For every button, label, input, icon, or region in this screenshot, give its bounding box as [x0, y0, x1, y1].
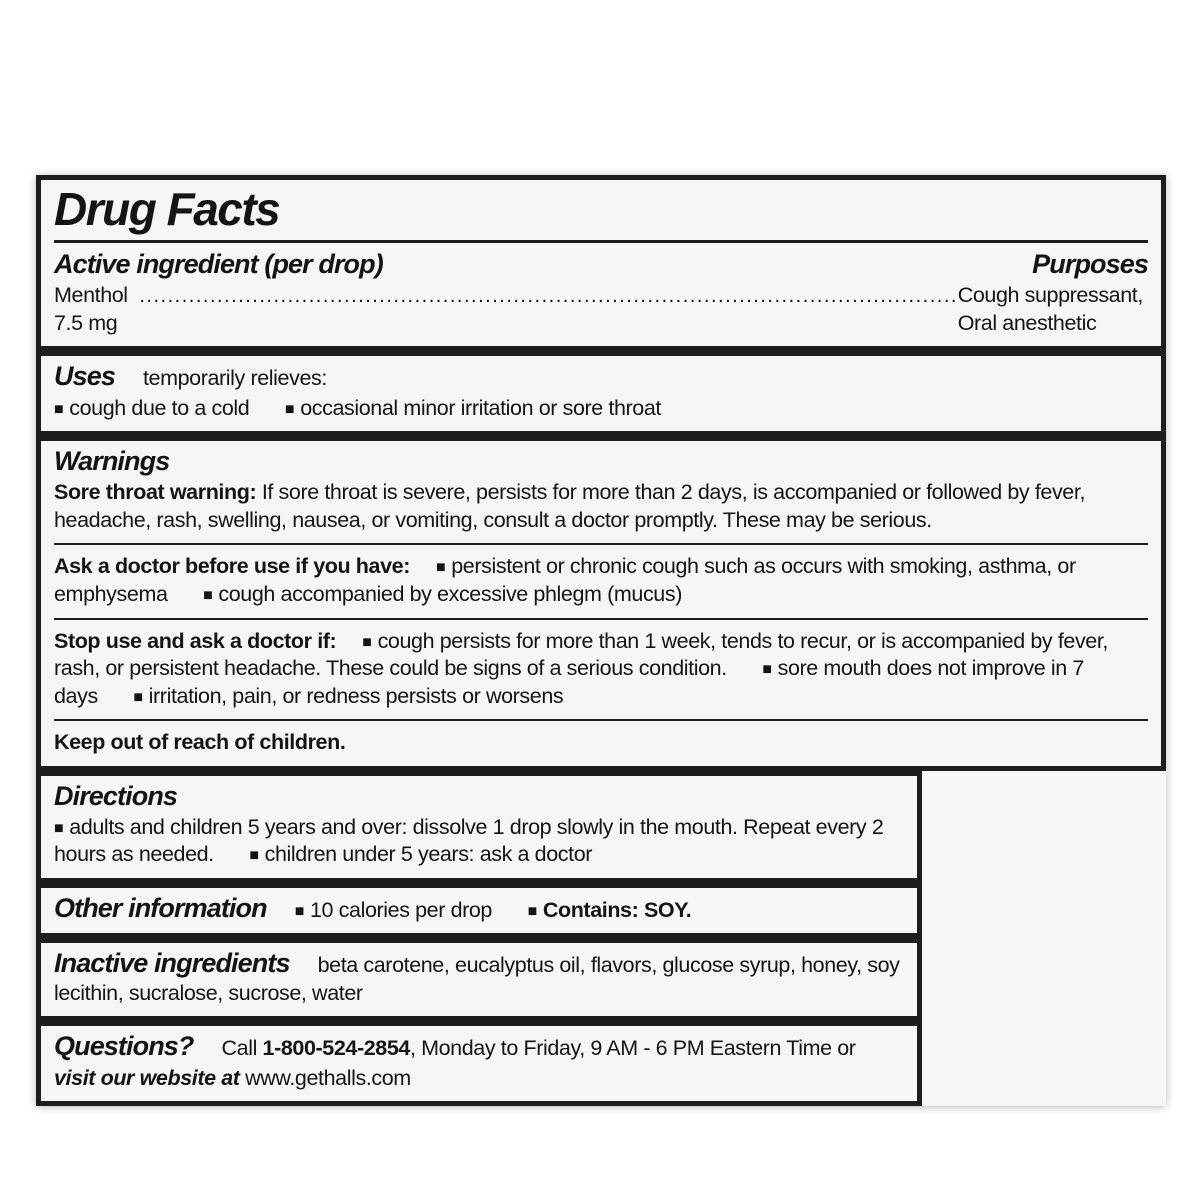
- list-item: ■ cough accompanied by excessive phlegm (mucus): [203, 582, 682, 606]
- sore-throat-warning-lead: Sore throat warning:: [54, 480, 257, 505]
- ingredient-purpose: Cough suppressant, Oral anesthetic: [957, 283, 1143, 335]
- list-item: ■ cough due to a cold: [54, 395, 250, 420]
- warnings-divider: [54, 719, 1148, 721]
- title-divider: [54, 240, 1148, 243]
- warnings-heading: Warnings: [54, 446, 170, 477]
- section-other-information: [36, 883, 922, 939]
- bullet-icon: ■: [203, 587, 213, 604]
- bullet-icon: ■: [133, 688, 143, 706]
- warnings-divider: [54, 618, 1148, 620]
- list-item: ■ persistent or chronic cough such as occurs with smoking, asthma, or emphysema: [54, 554, 1076, 606]
- section-warnings: [36, 436, 1166, 770]
- list-item: ■ children under 5 years: ask a doctor: [249, 842, 593, 867]
- uses-intro: temporarily relieves:: [142, 366, 327, 391]
- website-url: www.gethalls.com: [245, 1065, 411, 1090]
- page-title: Drug Facts: [54, 183, 280, 235]
- bullet-icon: ■: [284, 400, 295, 418]
- sore-throat-warning-text: If sore throat is severe, persists for more than 2 days, is accompanied or followed by fever, headache, rash, swelling, nausea, or vomiting, consult a doctor promptly. These may be serious.: [54, 480, 1086, 532]
- bullet-icon: ■: [362, 633, 372, 651]
- bullet-icon: ■: [294, 902, 304, 920]
- directions-list: [54, 814, 904, 869]
- ask-doctor-warning: [54, 553, 1148, 608]
- warnings-divider: [54, 543, 1148, 545]
- active-ingredient-heading: Active ingredient (per drop): [54, 249, 383, 280]
- list-item: ■ cough persists for more than 1 week, tends to recur, or is accompanied by fever, rash, or persistent headache. These could be signs of a serious condition.: [54, 628, 1109, 681]
- questions-heading: Questions?: [54, 1031, 194, 1062]
- call-label: Call: [221, 1036, 263, 1061]
- directions-heading: Directions: [54, 780, 178, 811]
- uses-list: [54, 395, 1148, 423]
- dot-leader: [139, 282, 954, 310]
- keep-out-of-reach-text: Keep out of reach of children.: [54, 730, 346, 755]
- list-item: ■ sore mouth does not improve in 7 days: [54, 656, 1084, 708]
- list-item: ■ irritation, pain, or redness persists or worsens: [133, 683, 564, 708]
- list-item: ■ adults and children 5 years and over: dissolve 1 drop slowly in the mouth. Repeat every 2 hours as needed.: [54, 814, 884, 867]
- inactive-ingredients-heading: Inactive ingredients: [54, 948, 290, 979]
- website-lead: visit our website at: [54, 1065, 240, 1090]
- bullet-icon: ■: [762, 661, 772, 679]
- inactive-ingredients-text: beta carotene, eucalyptus oil, flavors, glucose syrup, honey, soy lecithin, sucralose, sucrose, water: [54, 953, 900, 1005]
- uses-heading: Uses: [54, 361, 115, 392]
- bullet-icon: ■: [527, 902, 537, 920]
- list-item: ■ occasional minor irritation or sore throat: [284, 395, 661, 420]
- call-hours: , Monday to Friday, 9 AM - 6 PM Eastern Time or: [409, 1036, 856, 1061]
- drug-facts-label: [36, 175, 1166, 1106]
- sore-throat-warning: [54, 479, 1148, 534]
- ask-doctor-lead: Ask a doctor before use if you have:: [54, 554, 410, 579]
- phone-number: 1-800-524-2854: [262, 1036, 410, 1061]
- section-questions: [36, 1021, 922, 1106]
- bullet-icon: ■: [54, 400, 64, 418]
- purposes-heading: Purposes: [1032, 249, 1148, 280]
- other-information-heading: Other information: [54, 892, 267, 923]
- stop-use-lead: Stop use and ask a doctor if:: [54, 628, 337, 653]
- bullet-icon: ■: [249, 847, 259, 865]
- ingredient-name: Menthol 7.5 mg: [54, 283, 128, 335]
- stop-use-warning: [54, 628, 1148, 711]
- section-active-ingredient: [36, 175, 1166, 351]
- section-inactive-ingredients: [36, 938, 922, 1021]
- section-directions: [36, 771, 922, 883]
- bullet-icon: ■: [54, 819, 64, 837]
- section-uses: [36, 351, 1166, 436]
- bullet-icon: ■: [435, 559, 446, 577]
- list-item: ■ Contains: SOY.: [527, 897, 692, 922]
- list-item: ■ 10 calories per drop: [294, 897, 492, 922]
